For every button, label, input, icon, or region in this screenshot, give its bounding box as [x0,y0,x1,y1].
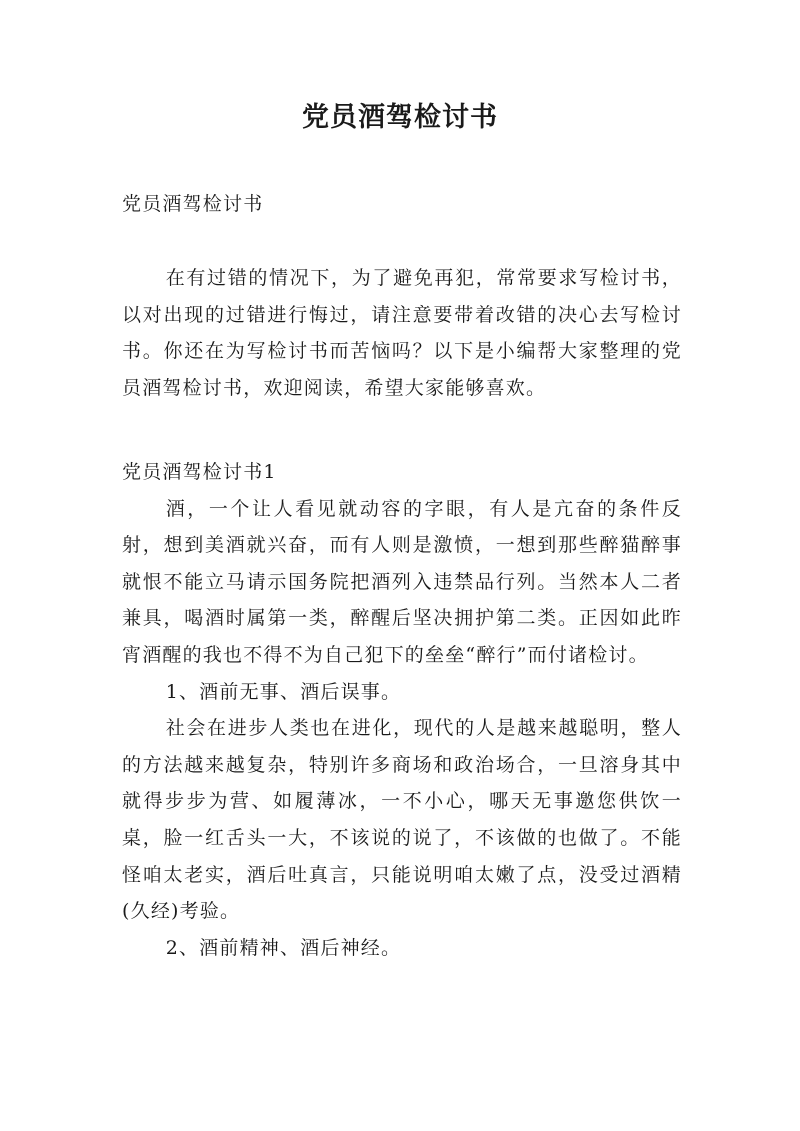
subtitle-text: 党员酒驾检讨书 [122,193,264,215]
document-title: 党员酒驾检讨书 [302,102,498,133]
intro-paragraph: 在有过错的情况下，为了避免再犯，常常要求写检讨书，以对出现的过错进行悔过，请注意要带着改错的决心去写检讨书。你还在为写检讨书而苦恼吗？以下是小编帮大家整理的党员酒驾检讨书，欢迎阅读，希望大家能够喜欢。 [122,267,682,399]
section-point-heading: 2、酒前精神、酒后神经。 [165,936,402,959]
intro-block [122,260,682,406]
document-subtitle [122,186,682,223]
section-paragraph: 社会在进步人类也在进化，现代的人是越来越聪明，整人的方法越来越复杂，特别许多商场和政治场合，一旦溶身其中就得步步为营、如履薄冰，一不小心，哪天无事邀您供饮一桌，脸一红舌头一大，不该说的说了，不该做的也做了。不能怪咱太老实，酒后吐真言，只能说明咱太嫩了点，没受过酒精(久经)考验。 [122,717,682,923]
section-heading: 党员酒驾检讨书1 [122,461,277,483]
section-point-heading: 1、酒前无事、酒后误事。 [165,680,402,703]
section-paragraph: 酒，一个让人看见就动容的字眼，有人是亢奋的条件反射，想到美酒就兴奋，而有人则是激愤，一想到那些醉猫醉事就恨不能立马请示国务院把酒列入违禁品行列。当然本人二者兼具，喝酒时属第一类，醉醒后坚决拥护第二类。正因如此昨宵酒醒的我也不得不为自己犯下的垒垒“醉行”而付诸检讨。 [122,497,682,666]
section-1 [122,454,682,966]
